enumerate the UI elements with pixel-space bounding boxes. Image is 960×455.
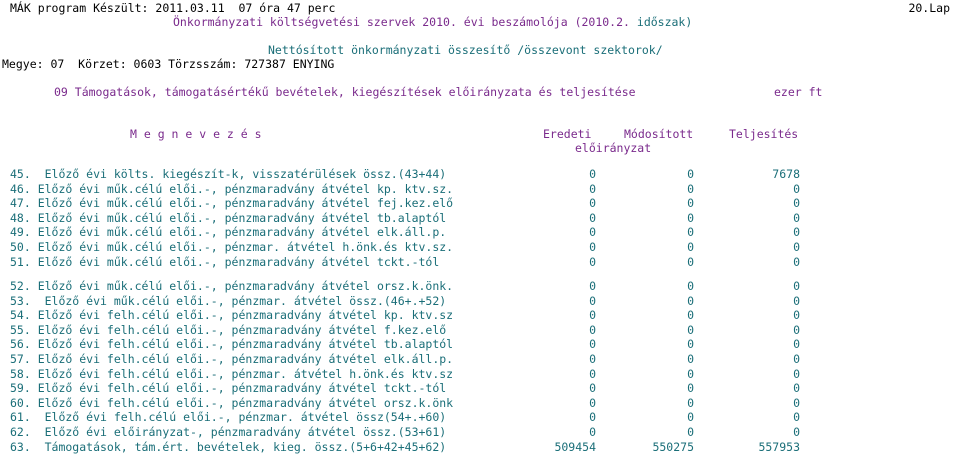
value-actual: 0 — [793, 181, 800, 196]
value-original: 0 — [589, 181, 596, 196]
value-modified: 0 — [687, 279, 694, 293]
column-header-modified: Módosított — [624, 127, 694, 141]
column-header-name: M e g n e v e z é s — [130, 127, 262, 141]
value-modified: 0 — [687, 196, 694, 211]
table-row — [10, 295, 950, 309]
value-original: 0 — [589, 293, 596, 308]
value-original: 509454 — [554, 439, 596, 454]
row-label: 51. Előző évi műk.célú elői.-, pénzmaradvány átvétel tckt.-tól — [10, 254, 440, 269]
row-label: 56. Előző évi felh.célú elői.-, pénzmaradvány átvétel tb.alaptól — [10, 337, 454, 352]
value-original: 0 — [589, 322, 596, 337]
value-modified: 0 — [687, 210, 694, 225]
value-modified: 0 — [687, 240, 694, 254]
value-original: 0 — [589, 381, 596, 396]
value-original: 0 — [589, 366, 596, 381]
value-actual: 0 — [793, 381, 800, 396]
table-row — [10, 256, 950, 270]
column-header-actual: Teljesítés — [729, 127, 799, 141]
row-label: 50. Előző évi műk.célú elői.-, pénzmar. átvétel h.önk.és ktv.sz. — [10, 240, 454, 254]
value-original: 0 — [589, 240, 596, 254]
value-original: 0 — [589, 410, 596, 425]
value-modified: 0 — [687, 366, 694, 381]
table-row — [10, 368, 950, 382]
value-original: 0 — [589, 279, 596, 293]
value-original: 0 — [589, 210, 596, 225]
value-original: 0 — [589, 225, 596, 240]
value-original: 0 — [589, 395, 596, 410]
table-row — [10, 197, 950, 211]
report-subtitle-main: Önkormányzati költségvetési szervek 2010. évi beszámolója (2010.2. — [173, 15, 637, 29]
value-original: 0 — [589, 167, 596, 181]
table-row — [10, 426, 950, 440]
value-actual: 0 — [793, 352, 800, 366]
value-modified: 0 — [687, 254, 694, 269]
value-modified: 0 — [687, 410, 694, 425]
row-label: 60. Előző évi felh.célú elői.-, pénzmaradvány átvétel orsz.k.önk — [10, 395, 454, 410]
value-actual: 0 — [793, 210, 800, 225]
value-actual: 0 — [793, 337, 800, 352]
row-label: 57. Előző évi felh.célú elői.-, pénzmaradvány átvétel elk.áll.p. — [10, 352, 454, 366]
value-actual: 0 — [793, 225, 800, 240]
row-label: 48. Előző évi műk.célú elői.-, pénzmaradvány átvétel tb.alaptól — [10, 210, 447, 225]
value-modified: 0 — [687, 181, 694, 196]
value-actual: 0 — [793, 425, 800, 439]
row-label: 59. Előző évi felh.célú elői.-, pénzmaradvány átvétel tckt.-tól — [10, 381, 447, 396]
value-modified: 0 — [687, 308, 694, 323]
value-original: 0 — [589, 352, 596, 366]
value-modified: 0 — [687, 167, 694, 181]
value-actual: 0 — [793, 410, 800, 425]
value-modified: 550275 — [652, 439, 694, 454]
row-label: 46. Előző évi műk.célú elői.-, pénzmaradvány átvétel kp. ktv.sz. — [10, 181, 454, 196]
value-modified: 0 — [687, 337, 694, 352]
value-modified: 0 — [687, 381, 694, 396]
table-row — [10, 411, 950, 425]
value-original: 0 — [589, 196, 596, 211]
value-actual: 0 — [793, 395, 800, 410]
value-actual: 0 — [793, 293, 800, 308]
table-row — [10, 183, 950, 197]
value-original: 0 — [589, 308, 596, 323]
unit-label: ezer ft — [774, 85, 823, 99]
row-label: 52. Előző évi műk.célú elői.-, pénzmaradvány átvétel orsz.k.önk. — [10, 279, 454, 293]
value-modified: 0 — [687, 352, 694, 366]
row-label: 58. Előző évi felh.célú elői.-, pénzmar. átvétel h.önk.és ktv.sz — [10, 366, 454, 381]
row-label: 53. Előző évi műk.célú elői.-, pénzmar. átvétel össz.(46+.+52) — [10, 293, 447, 308]
table-row — [10, 338, 950, 352]
table-row — [10, 397, 950, 411]
value-original: 0 — [589, 337, 596, 352]
section-title: 09 Támogatások, támogatásértékű bevételek, kiegészítések előirányzata és teljesítése — [54, 85, 636, 99]
value-modified: 0 — [687, 395, 694, 410]
row-label: 55. Előző évi felh.célú elői.-, pénzmaradvány átvétel f.kez.elő — [10, 322, 447, 337]
value-modified: 0 — [687, 425, 694, 439]
row-label: 63. Támogatások, tám.ért. bevételek, kieg. össz.(5+6+42+45+62) — [10, 439, 447, 454]
row-label: 54. Előző évi felh.célú elői.-, pénzmaradvány átvétel kp. ktv.sz — [10, 308, 454, 323]
table-row — [10, 241, 950, 255]
table-row — [10, 226, 950, 240]
table-row — [10, 441, 950, 455]
report-subtitle — [173, 16, 692, 29]
table-row — [10, 168, 950, 182]
report-title: Nettósított önkormányzati összesítő /összevont szektorok/ — [268, 43, 663, 57]
table-row — [10, 212, 950, 226]
value-actual: 7678 — [772, 167, 800, 181]
value-modified: 0 — [687, 293, 694, 308]
row-label: 62. Előző évi előirányzat-, pénzmaradvány átvétel össz.(53+61) — [10, 425, 447, 439]
value-actual: 0 — [793, 308, 800, 323]
table-row — [10, 280, 950, 294]
table-row — [10, 309, 950, 323]
value-original: 0 — [589, 254, 596, 269]
header-program-info: MÁK program Készült: 2011.03.11 07 óra 47 perc — [10, 1, 336, 15]
value-actual: 0 — [793, 366, 800, 381]
row-label: 49. Előző évi műk.célú elői.-, pénzmaradvány átvétel elk.áll.p. — [10, 225, 447, 240]
value-original: 0 — [589, 425, 596, 439]
column-header-modified-sub: előirányzat — [575, 141, 652, 155]
report-subtitle-period: időszak) — [636, 15, 693, 29]
page-number: 20.Lap — [908, 1, 950, 15]
column-header-original: Eredeti — [543, 127, 592, 141]
value-actual: 0 — [793, 196, 800, 211]
value-modified: 0 — [687, 225, 694, 240]
location-info: Megye: 07 Körzet: 0603 Törzsszám: 727387 ENYING — [2, 57, 335, 71]
value-actual: 0 — [793, 279, 800, 293]
value-actual: 0 — [793, 322, 800, 337]
table-row — [10, 382, 950, 396]
row-label: 47. Előző évi műk.célú elői.-, pénzmaradvány átvétel fej.kez.elő — [10, 196, 454, 211]
value-actual: 0 — [793, 240, 800, 254]
value-modified: 0 — [687, 322, 694, 337]
table-row — [10, 324, 950, 338]
value-actual: 0 — [793, 254, 800, 269]
row-label: 45. Előző évi költs. kiegészít-k, visszatérülések össz.(43+44) — [10, 167, 447, 181]
table-row — [10, 353, 950, 367]
row-label: 61. Előző évi felh.célú elői.-, pénzmar. átvétel össz(54+.+60) — [10, 410, 447, 425]
value-actual: 557953 — [758, 439, 800, 454]
